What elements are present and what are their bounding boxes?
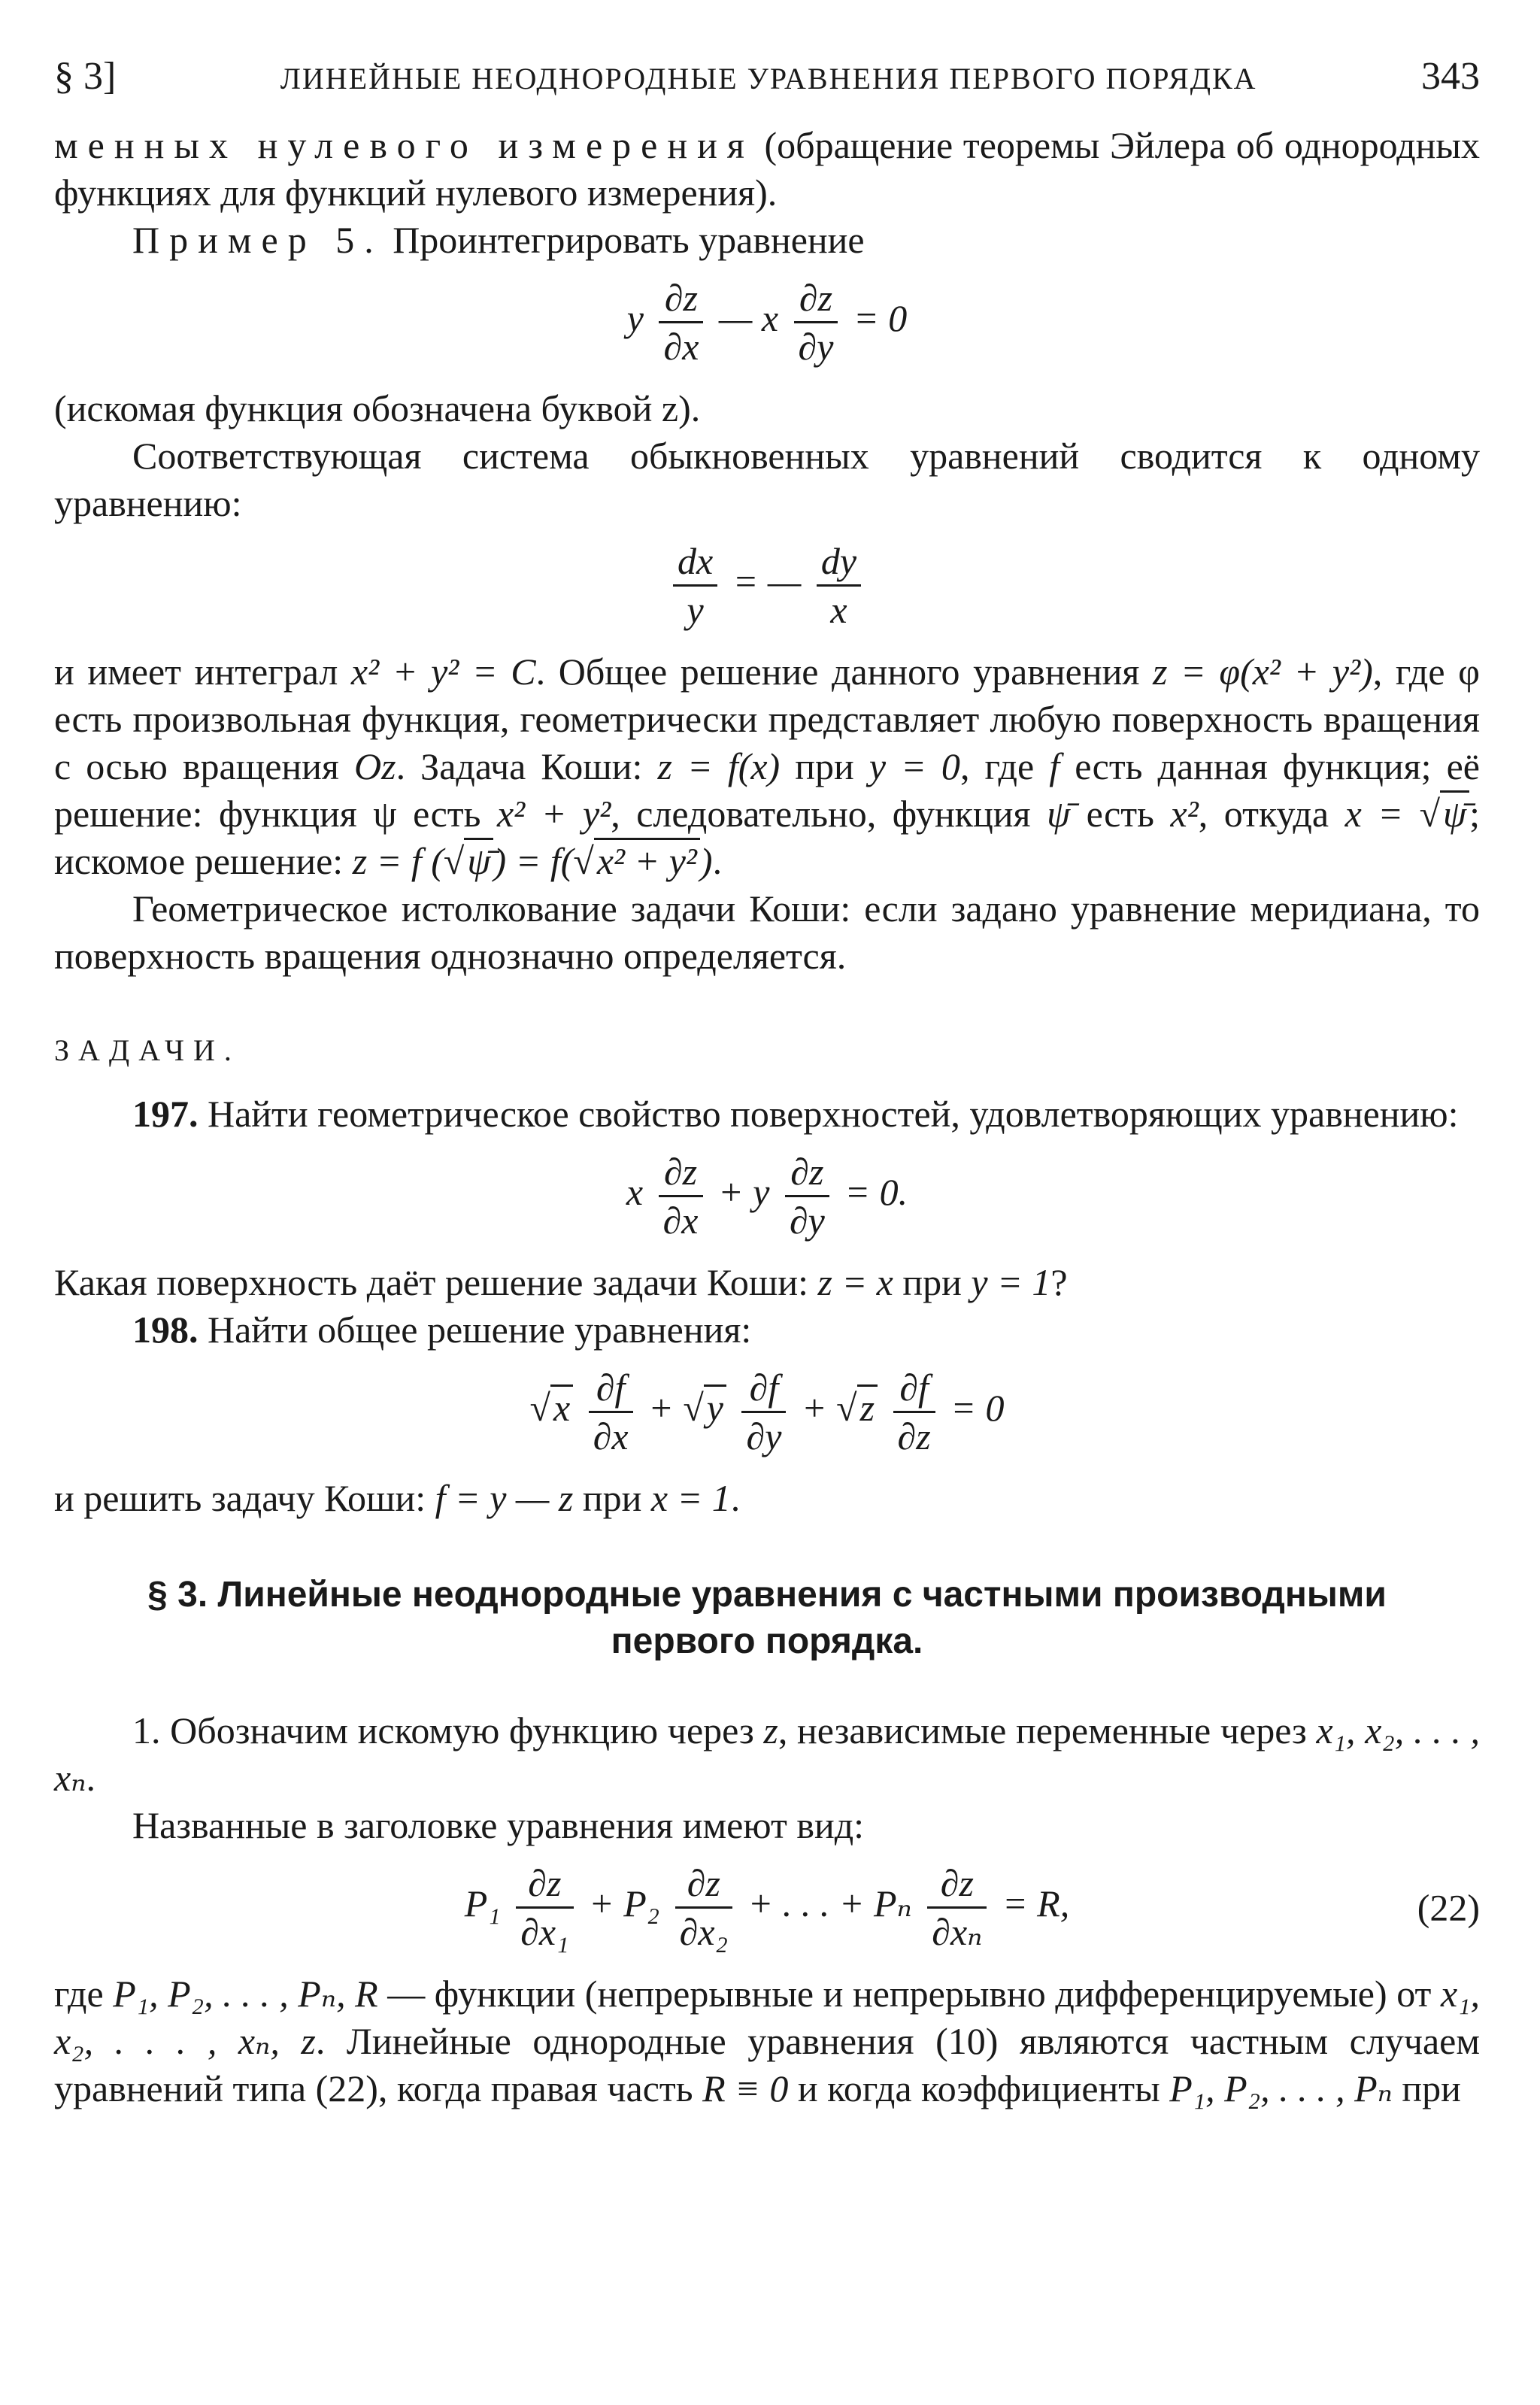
equation-22: P₁ $\frac{\partial z}{\text{∂x₁}}$ + P₂ $\frac{\partial z}{\text{∂x₂}}$ + . . . + Pₙ $\frac{\partial z}{\text{∂xₙ}}$ = R, (22): [54, 1860, 1480, 1955]
paragraph-notation: 1. Обозначим искомую функцию через z, независимые переменные через x₁, x₂, . . . , xₙ.: [54, 1709, 1480, 1799]
paragraph-unknown-function: (искомая функция обозначена буквой z).: [54, 387, 701, 429]
task-198: 198. Найти общее решение уравнения:: [132, 1309, 752, 1351]
equation-example-5: y $\frac{\partial z}{\partial x}$ — x $\frac{\partial z}{\partial y}$ = 0: [54, 274, 1480, 370]
fraction: $\frac{\partial f}{\partial z}$: [893, 1364, 935, 1460]
fraction: $\frac{\partial f}{\partial y}$: [741, 1364, 786, 1460]
paragraph-zero-dimension: менных нулевого измерения (обращение теоремы Эйлера об однородных функциях для функций нулевого измерения).: [54, 124, 1480, 214]
paragraph-functions: где P₁, P₂, . . . , Pₙ, R — функции (непрерывные и непрерывно дифференцируемые) от x₁, x₂, . . . , xₙ, z. Линейные однородные уравнения (10) являются частным случаем уравнений типа (22), когда правая часть R ≡ 0 и когда коэффициенты P₁, P₂, . . . , Pₙ при: [54, 1973, 1481, 2109]
page-number: 343: [1421, 55, 1480, 98]
fraction: $\frac{\partial z}{\partial y}$: [794, 274, 838, 370]
fraction: $\frac{dx}{y}$: [673, 538, 717, 633]
task-197: 197. Найти геометрическое свойство поверхностей, удовлетворяющих уравнению:: [132, 1093, 1459, 1135]
paragraph-geometric-interpretation: Геометрическое истолкование задачи Коши: если задано уравнение меридиана, то поверхность вращения однозначно определяется.: [54, 887, 1480, 977]
running-header: [54, 53, 1480, 102]
fraction: $\frac{\partial z}{\text{∂xₙ}}$: [927, 1860, 987, 1955]
paragraph-general-solution: и имеет интеграл x² + y² = C. Общее решение данного уравнения z = φ(x² + y²), где φ есть произвольная функция, геометрически представляет любую поверхность вращения с осью вращения Oz. Задача Коши: z = f(x) при y = 0, где f есть данная функция; её решение: функция ψ есть x² + y², следовательно, функция ψ̄ есть x², откуда x = √ψ̄; искомое решение: z = f (√ψ̄) = f(√x² + y²).: [54, 651, 1481, 882]
fraction: $\frac{\partial z}{\text{∂x₁}}$: [516, 1860, 573, 1955]
fraction: $\frac{\partial z}{\text{∂x₂}}$: [675, 1860, 732, 1955]
equation-ode: $\frac{dx}{y}$ = — $\frac{dy}{x}$: [54, 538, 1480, 633]
fraction: $\frac{\partial z}{\partial x}$: [659, 274, 703, 370]
paragraph-ode-system: Соответствующая система обыкновенных уравнений сводится к одному уравнению:: [54, 435, 1480, 524]
example-label: Пример 5.: [132, 219, 383, 261]
equation-number: (22): [1417, 1886, 1480, 1928]
fraction: $\frac{\partial f}{\partial x}$: [589, 1364, 633, 1460]
section-reference: § 3]: [54, 55, 117, 98]
fraction: $\frac{\partial z}{\partial y}$: [785, 1148, 829, 1244]
equation-task-198: √x $\frac{\partial f}{\partial x}$ + √y $\frac{\partial f}{\partial y}$ + √z $\frac{\partial f}{\partial z}$ = 0: [54, 1364, 1480, 1460]
paragraph-cauchy-question: Какая поверхность даёт решение задачи Коши: z = x при y = 1?: [54, 1261, 1068, 1303]
fraction: $\frac{dy}{x}$: [817, 538, 861, 633]
paragraph-solve-cauchy: и решить задачу Коши: f = y — z при x = 1.: [54, 1477, 741, 1519]
paragraph-equation-form: Названные в заголовке уравнения имеют вид:: [132, 1804, 865, 1846]
running-title: ЛИНЕЙНЫЕ НЕОДНОРОДНЫЕ УРАВНЕНИЯ ПЕРВОГО ПОРЯДКА: [280, 62, 1257, 96]
example-5-heading: Пример 5. Проинтегрировать уравнение: [132, 219, 865, 261]
equation-task-197: x $\frac{\partial z}{\partial x}$ + y $\frac{\partial z}{\partial y}$ = 0.: [54, 1148, 1480, 1244]
spaced-text: менных нулевого измерения: [54, 124, 754, 166]
fraction: $\frac{\partial z}{\partial x}$: [659, 1148, 703, 1244]
section-title: § 3. Линейные неоднородные уравнения с частными производными первого порядка.: [147, 1575, 1387, 1661]
tasks-heading: ЗАДАЧИ.: [54, 1033, 241, 1067]
